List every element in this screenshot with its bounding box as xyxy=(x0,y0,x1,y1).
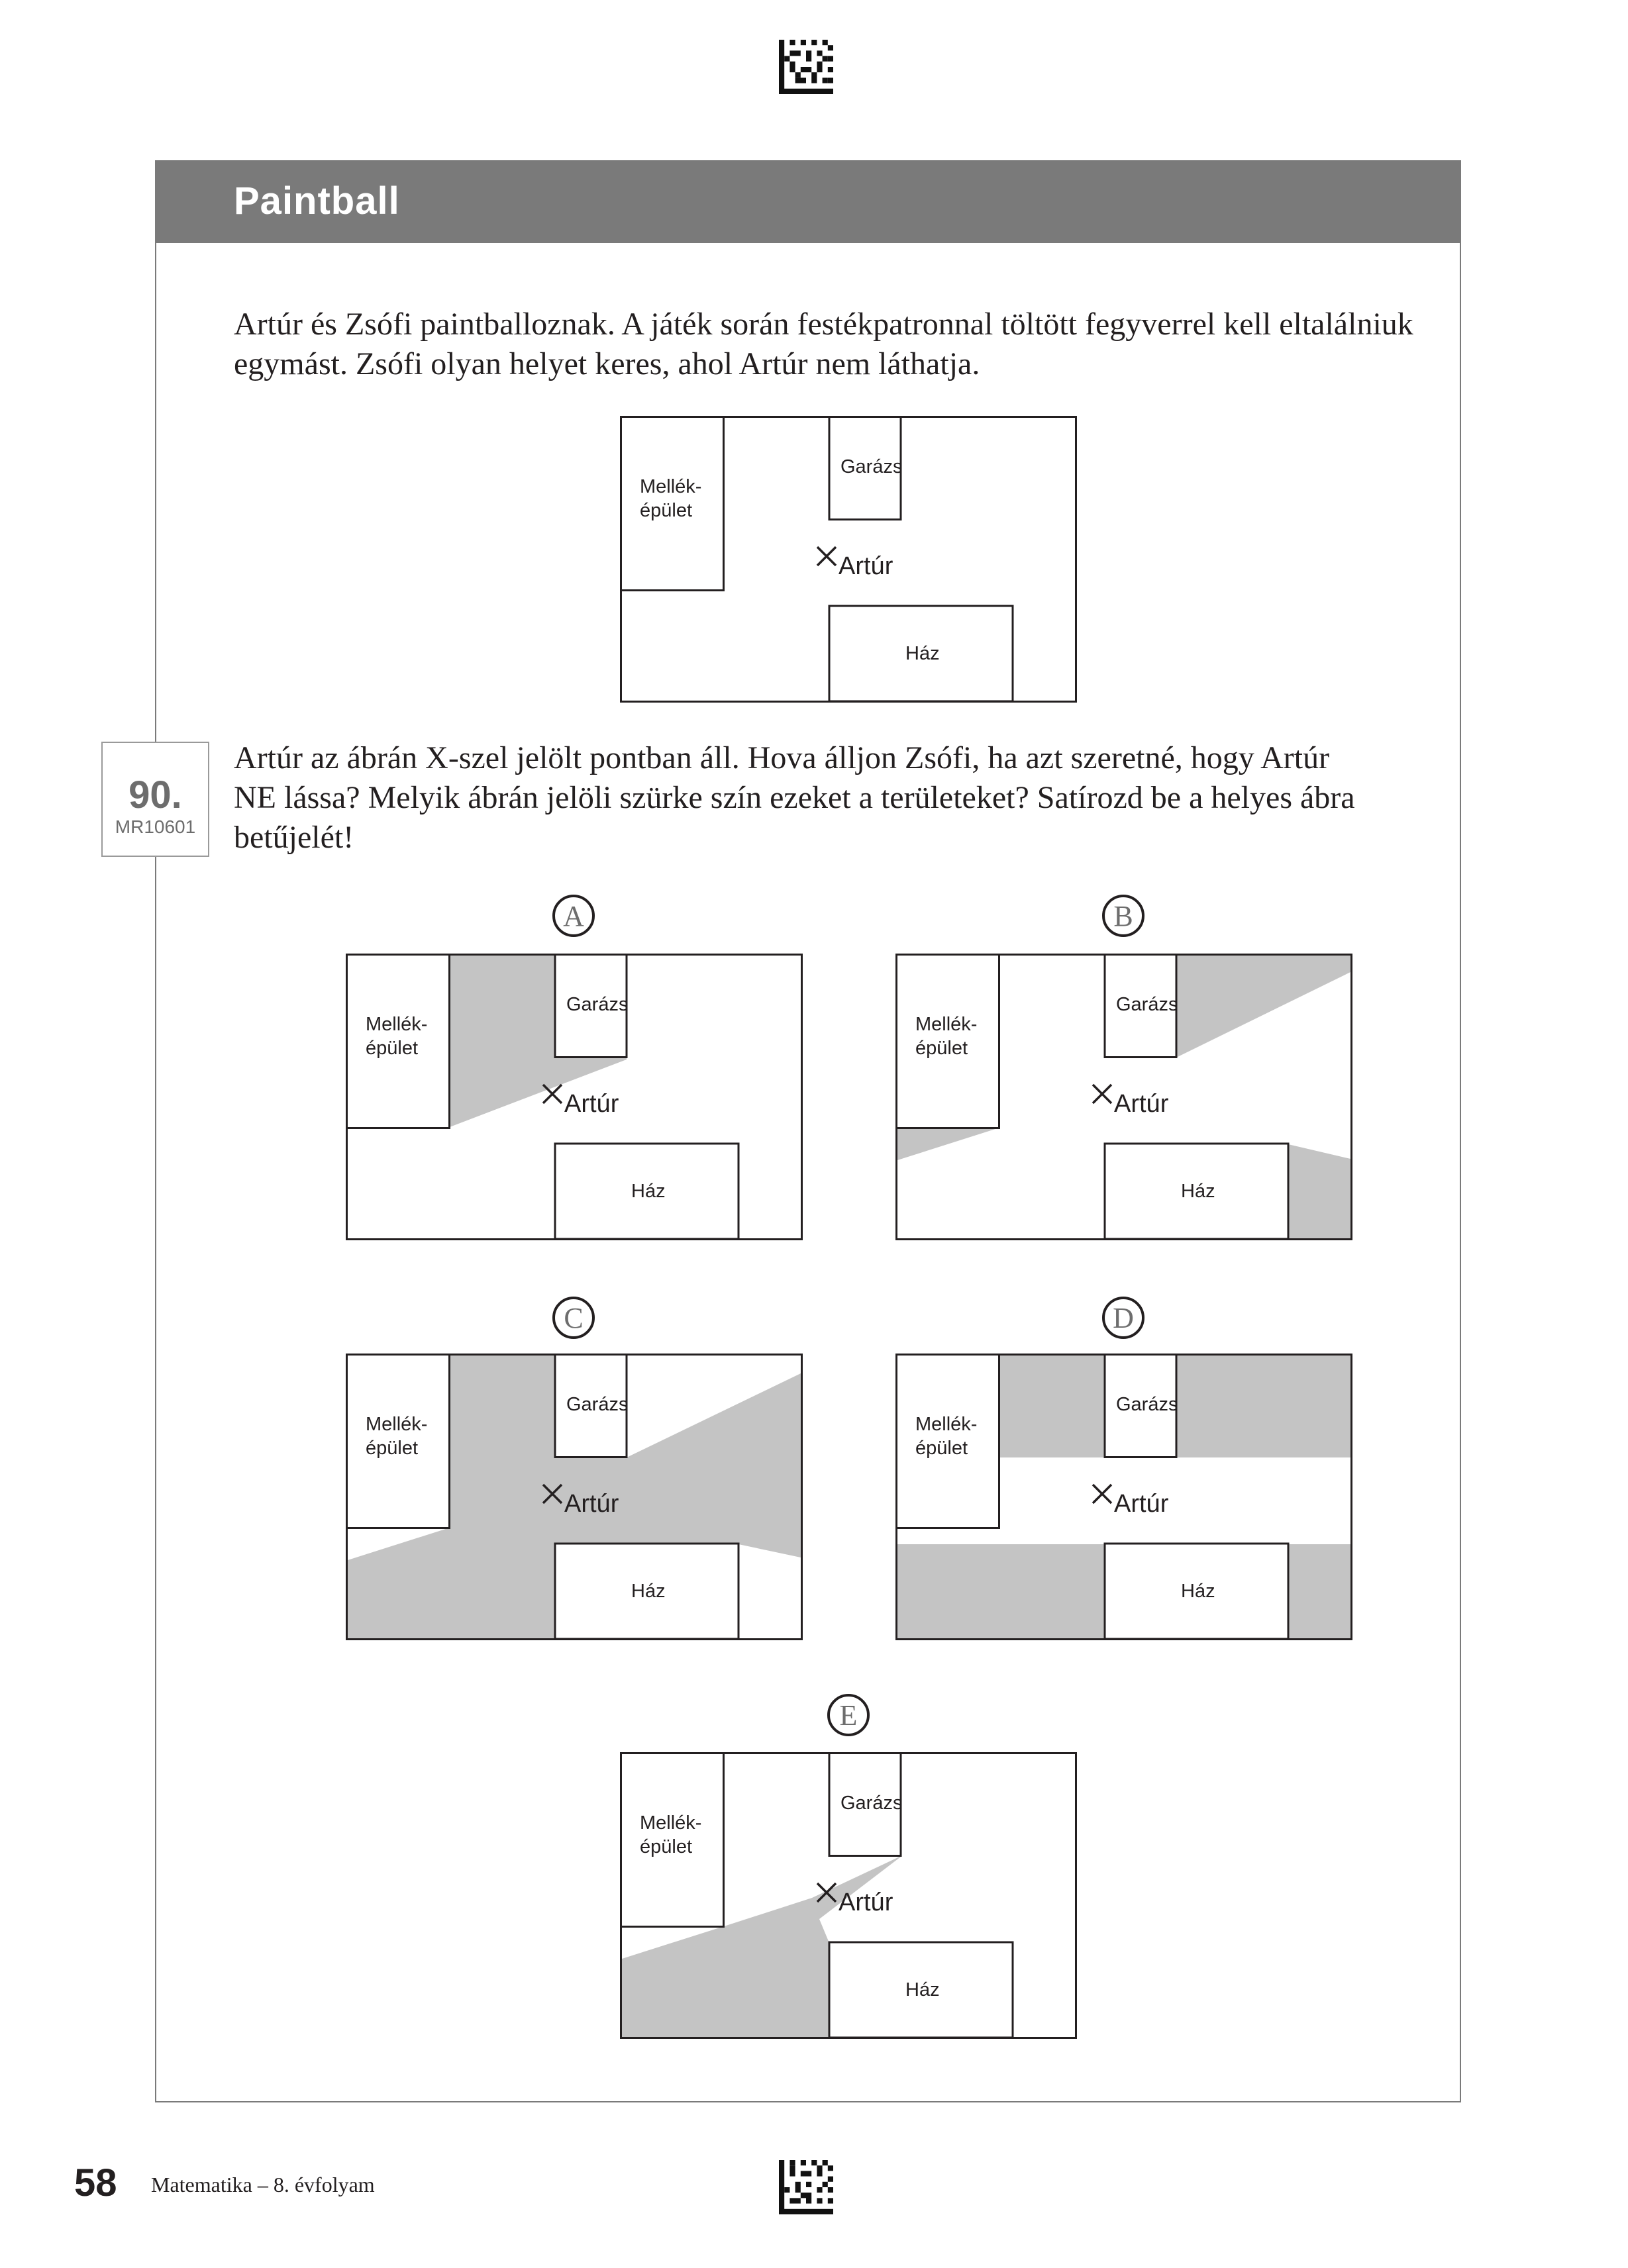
page-number: 58 xyxy=(74,2161,117,2204)
option-e-map[interactable] xyxy=(620,1752,1077,2039)
option-letter: A xyxy=(563,900,584,932)
option-b-map[interactable] xyxy=(895,954,1352,1240)
option-letter: D xyxy=(1113,1302,1134,1334)
garage-label: Garázs xyxy=(566,1394,629,1415)
outbuilding-label-line1: Mellék- xyxy=(915,1414,978,1435)
option-d-map[interactable] xyxy=(895,1354,1352,1640)
option-letter: B xyxy=(1113,900,1133,932)
footer-text: Matematika – 8. évfolyam xyxy=(151,2173,375,2196)
person-label: Artúr xyxy=(564,1490,619,1518)
option-a-mark[interactable] xyxy=(552,894,595,938)
question-line: NE lássa? Melyik ábrán jelöli szürke szín ezeket a területeket? Satírozd be a helyes ábra xyxy=(234,780,1355,815)
option-letter: C xyxy=(564,1302,584,1334)
outbuilding-label-line1: Mellék- xyxy=(366,1014,428,1035)
reference-map-svg xyxy=(620,416,1077,703)
question-number-box xyxy=(101,742,209,857)
option-a-map[interactable] xyxy=(346,954,803,1240)
top-data-matrix-svg xyxy=(779,40,833,94)
house-label: Ház xyxy=(1181,1581,1215,1602)
garage-label: Garázs xyxy=(840,1793,903,1814)
question-line: betűjelét! xyxy=(234,820,354,855)
outbuilding-label-line1: Mellék- xyxy=(640,476,702,497)
outbuilding-label-line2: épület xyxy=(915,1038,968,1059)
intro-paragraph xyxy=(234,305,1446,384)
garage-label: Garázs xyxy=(1116,994,1178,1015)
person-label: Artúr xyxy=(1114,1090,1169,1118)
outbuilding-label-line2: épület xyxy=(366,1438,419,1459)
outbuilding-label-line2: épület xyxy=(366,1038,419,1059)
option-c-mark[interactable] xyxy=(552,1296,595,1340)
option-a-map-svg xyxy=(346,954,803,1240)
person-label: Artúr xyxy=(564,1090,619,1118)
top-data-matrix-code xyxy=(779,40,833,94)
house-label: Ház xyxy=(631,1181,666,1202)
house-label: Ház xyxy=(905,643,940,664)
outbuilding-label-line1: Mellék- xyxy=(366,1414,428,1435)
task-title: Paintball xyxy=(234,179,400,222)
person-label: Artúr xyxy=(839,1889,893,1916)
question-text xyxy=(234,738,1446,858)
outbuilding-label-line2: épület xyxy=(915,1438,968,1459)
bottom-data-matrix-svg xyxy=(779,2160,833,2214)
garage-label: Garázs xyxy=(566,994,629,1015)
option-d-mark[interactable] xyxy=(1101,1296,1145,1340)
shaded-area xyxy=(1288,1144,1350,1238)
garage-label: Garázs xyxy=(1116,1394,1178,1415)
garage-label: Garázs xyxy=(840,456,903,477)
option-b-mark[interactable] xyxy=(1101,894,1145,938)
outbuilding-label-line1: Mellék- xyxy=(640,1812,702,1834)
option-d-map-svg xyxy=(895,1354,1352,1640)
question-number: 90. xyxy=(128,773,182,816)
question-code: MR10601 xyxy=(115,816,196,837)
outbuilding-label-line1: Mellék- xyxy=(915,1014,978,1035)
person-label: Artúr xyxy=(839,552,893,580)
option-c-map[interactable] xyxy=(346,1354,803,1640)
house-label: Ház xyxy=(1181,1181,1215,1202)
house-label: Ház xyxy=(905,1979,940,2000)
outbuilding-label-line2: épület xyxy=(640,500,693,521)
question-line: Artúr az ábrán X-szel jelölt pontban áll. Hova álljon Zsófi, ha azt szeretné, hogy Artúr xyxy=(234,740,1330,775)
person-label: Artúr xyxy=(1114,1490,1169,1518)
option-e-mark[interactable] xyxy=(827,1693,870,1737)
option-c-map-svg xyxy=(346,1354,803,1640)
intro-line: egymást. Zsófi olyan helyet keres, ahol Artúr nem láthatja. xyxy=(234,346,980,381)
reference-map xyxy=(620,416,1077,703)
bottom-data-matrix-code xyxy=(779,2160,833,2214)
option-e-map-svg xyxy=(620,1752,1077,2039)
intro-line: Artúr és Zsófi paintballoznak. A játék során festékpatronnal töltött fegyverrel kell eltalálniuk xyxy=(234,307,1413,342)
option-letter: E xyxy=(839,1699,858,1732)
option-b-map-svg xyxy=(895,954,1352,1240)
house-label: Ház xyxy=(631,1581,666,1602)
outbuilding-label-line2: épület xyxy=(640,1836,693,1857)
